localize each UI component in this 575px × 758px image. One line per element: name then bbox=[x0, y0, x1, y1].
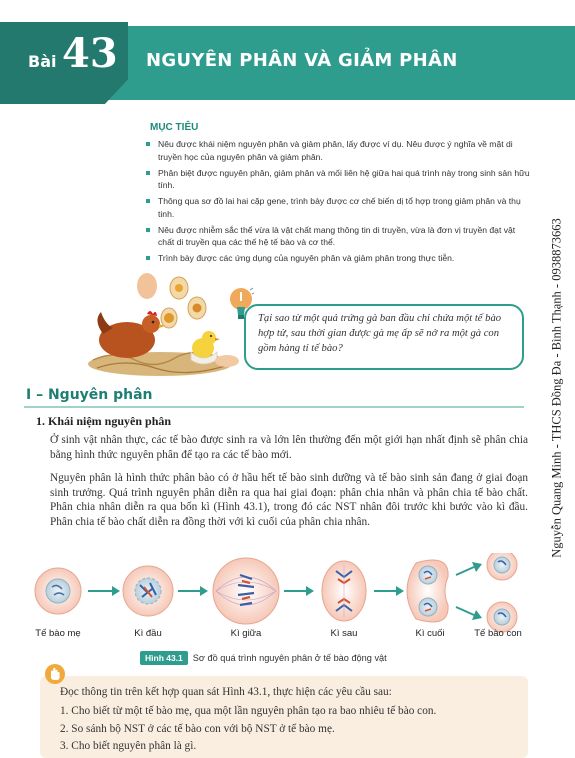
subsection-heading: 1. Khái niệm nguyên phân bbox=[36, 414, 172, 428]
metaphase-cell bbox=[213, 558, 279, 624]
lesson-title: NGUYÊN PHÂN VÀ GIẢM PHÂN bbox=[146, 50, 458, 71]
section-divider bbox=[24, 406, 524, 408]
anaphase-cell bbox=[322, 561, 366, 621]
hen-eggs-illustration bbox=[75, 268, 255, 378]
activity-intro: Đọc thông tin trên kết hợp quan sát Hình 43.1, thực hiện các yêu cầu sau: bbox=[60, 686, 392, 698]
lesson-number: 43 bbox=[62, 30, 118, 77]
stage-label-parent: Tế bào mẹ bbox=[35, 628, 81, 639]
telophase-cell bbox=[407, 560, 448, 622]
activity-item: 3. Cho biết nguyên phân là gì. bbox=[60, 740, 197, 752]
figure-caption-text: Sơ đồ quá trình nguyên phân ở tế bào động vật bbox=[192, 653, 387, 663]
bullet-icon bbox=[146, 256, 150, 260]
stage-label-telophase: Kì cuối bbox=[415, 628, 445, 639]
paragraph-2: Nguyên phân là hình thức phân bào có ở hầu hết tế bào sinh dưỡng và tế bào sinh sản đang ở giai đoạn sinh trưởng. Quá trình nguyên phân diễn ra qua hai giai đoạn: phân chia nhân và phân chia tế bào chất. Phân chia nhân diễn ra qua bốn kì (Hình 43.1), trong đó các NST nhân đôi trước khi bước vào kì đầu. Phân chia tế bào chất diễn ra đồng thời với kì cuối của phân chia nhân. bbox=[50, 472, 528, 528]
figure-caption bbox=[140, 651, 387, 665]
bullet-icon bbox=[146, 171, 150, 175]
stage-label-anaphase: Kì sau bbox=[330, 628, 358, 639]
section-heading: I – Nguyên phân bbox=[26, 387, 153, 403]
objective-item bbox=[146, 167, 531, 192]
hand-icon bbox=[44, 663, 66, 685]
objective-item bbox=[146, 252, 531, 265]
objectives-heading: MỤC TIÊU bbox=[150, 122, 199, 133]
figure-badge: Hình 43.1 bbox=[140, 651, 188, 665]
objective-item bbox=[146, 224, 531, 249]
objective-text: Nêu được nhiễm sắc thể vừa là vật chất mang thông tin di truyền, vừa là đơn vị truyền đạt vật chất di truyền qua các thế hệ tế bào và cơ thể. bbox=[158, 224, 516, 247]
activity-item: 1. Cho biết từ một tế bào mẹ, qua một lần nguyên phân tạo ra bao nhiêu tế bào con. bbox=[60, 705, 437, 717]
intro-question: Tại sao từ một quả trứng gà ban đầu chỉ chứa một tế bào hợp tử, sau thời gian được gà mẹ ấp sẽ nở ra một gà con gồm hàng tỉ tế bào? bbox=[258, 313, 502, 354]
objective-item bbox=[146, 195, 531, 220]
objective-text: Phân biệt được nguyên phân, giảm phân và mối liên hệ giữa hai quá trình này trong sinh sản hữu tính. bbox=[158, 167, 530, 190]
mitosis-diagram bbox=[30, 553, 525, 643]
activity-item: 2. So sánh bộ NST ở các tế bào con với bộ NST ở tế bào mẹ. bbox=[60, 722, 335, 735]
daughter-cell-top bbox=[487, 553, 517, 580]
bullet-icon bbox=[146, 142, 150, 146]
stage-label-daughter: Tế bào con bbox=[474, 628, 522, 639]
objective-text: Thông qua sơ đồ lai hai cặp gene, trình bày được cơ chế biến dị tổ hợp trong giảm phân và thụ tinh. bbox=[158, 196, 521, 219]
stage-label-prophase: Kì đầu bbox=[134, 628, 162, 639]
objective-item bbox=[146, 138, 531, 163]
objective-text: Trình bày được các ứng dụng của nguyên phân và giảm phân trong thực tiễn. bbox=[158, 253, 455, 263]
activity-list bbox=[60, 703, 436, 756]
prophase-cell bbox=[123, 566, 173, 616]
bullet-icon bbox=[146, 228, 150, 232]
parent-cell bbox=[35, 568, 81, 614]
objective-text: Nêu được khái niệm nguyên phân và giảm phân, lấy được ví dụ. Nêu được ý nghĩa về mặt di truyền học của nguyên phân và giảm phân. bbox=[158, 139, 513, 162]
stage-label-metaphase: Kì giữa bbox=[230, 628, 262, 639]
bullet-icon bbox=[146, 199, 150, 203]
lesson-word: Bài bbox=[28, 52, 57, 71]
side-watermark-text: Nguyễn Quang Minh - THCS Đồng Đa - Bình Thạnh - 0938873663 bbox=[549, 218, 564, 558]
objectives-list bbox=[146, 138, 531, 268]
paragraph-1: Ở sinh vật nhân thực, các tế bào được sinh ra và lớn lên thường đến một giới hạn nhất định sẽ phân chia bằng hình thức nguyên phân để tạo ra các tế bào mới. bbox=[50, 434, 528, 461]
